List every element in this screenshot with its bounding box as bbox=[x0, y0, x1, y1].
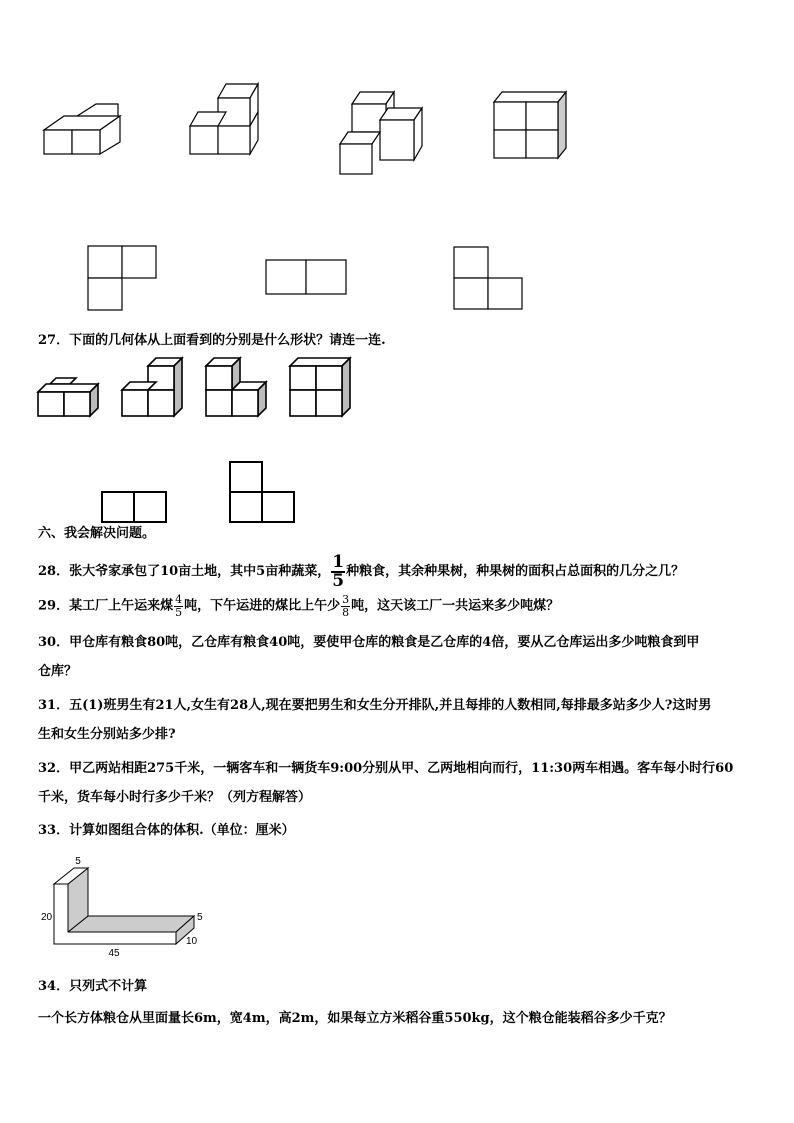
q33-dim-bottom: 45 bbox=[108, 948, 120, 959]
solid-figure-2 bbox=[186, 80, 266, 160]
solid-figure-3 bbox=[336, 88, 426, 180]
q27-solid-4 bbox=[288, 354, 354, 418]
q33-dim-top: 5 bbox=[75, 856, 81, 867]
q29-fraction-1: $\frac{4}{5}$ bbox=[175, 593, 183, 619]
view-figure-b bbox=[264, 258, 348, 298]
q27-view-2 bbox=[228, 460, 296, 526]
q33-title: 33．计算如图组合体的体积.（单位：厘米） bbox=[38, 823, 295, 838]
q27-solid-2 bbox=[120, 354, 186, 418]
solid-figure-4 bbox=[490, 88, 570, 162]
q30-line-2: 仓库？ bbox=[38, 664, 78, 679]
view-figure-c bbox=[452, 245, 526, 311]
q33-dim-right-top: 5 bbox=[197, 912, 203, 923]
q34-body: 一个长方体粮仓从里面量长6m，宽4m，高2m，如果每立方米稻谷重550kg，这个粮仓能装稻谷多少千克？ bbox=[38, 1011, 672, 1026]
q30-line-1: 30．甲仓库有粮食80吨，乙仓库有粮食40吨，要使甲仓库的粮食是乙仓库的4倍，要从乙仓库运出多少吨粮食到甲 bbox=[38, 635, 700, 650]
q32-line-1: 32．甲乙两站相距275千米，一辆客车和一辆货车9:00分别从甲、乙两地相向而行，11:30两车相遇。客车每小时行60 bbox=[38, 761, 734, 776]
view-figure-a bbox=[86, 244, 158, 312]
q33-l-shaped-solid bbox=[36, 852, 206, 962]
q33-dim-left: 20 bbox=[41, 912, 53, 923]
q27-solid-3 bbox=[204, 354, 270, 418]
q27-title: 27．下面的几何体从上面看到的分别是什么形状？请连一连. bbox=[38, 333, 386, 348]
q28-text: 28．张大爷家承包了10亩土地，其中5亩种蔬菜， $\frac{1}{5}$ 种粮食，其余种果树，种果树的面积占总面积的几分之几？ bbox=[38, 552, 685, 591]
q27-view-1 bbox=[100, 490, 168, 526]
q33-dim-right-bottom: 10 bbox=[186, 936, 198, 947]
q27-solid-1 bbox=[36, 372, 102, 418]
section-6-title: 六、我会解决问题。 bbox=[38, 526, 156, 541]
q29-fraction-2: $\frac{3}{8}$ bbox=[342, 593, 350, 619]
q31-line-2: 生和女生分别站多少排? bbox=[38, 727, 176, 742]
q28-fraction: $\frac{1}{5}$ bbox=[332, 552, 345, 591]
q32-line-2: 千米，货车每小时行多少千米？（列方程解答） bbox=[38, 790, 312, 805]
solid-figure-1 bbox=[40, 100, 130, 160]
q29-text: 29．某工厂上午运来煤 $\frac{4}{5}$ 吨，下午运进的煤比上午少 $\frac{3}{8}$ 吨，这天该工厂一共运来多少吨煤？ bbox=[38, 593, 560, 619]
q34-title: 34．只列式不计算 bbox=[38, 979, 148, 994]
q31-line-1: 31．五(1)班男生有21人,女生有28人,现在要把男生和女生分开排队,并且每排的人数相同,每排最多站多少人?这时男 bbox=[38, 698, 712, 713]
